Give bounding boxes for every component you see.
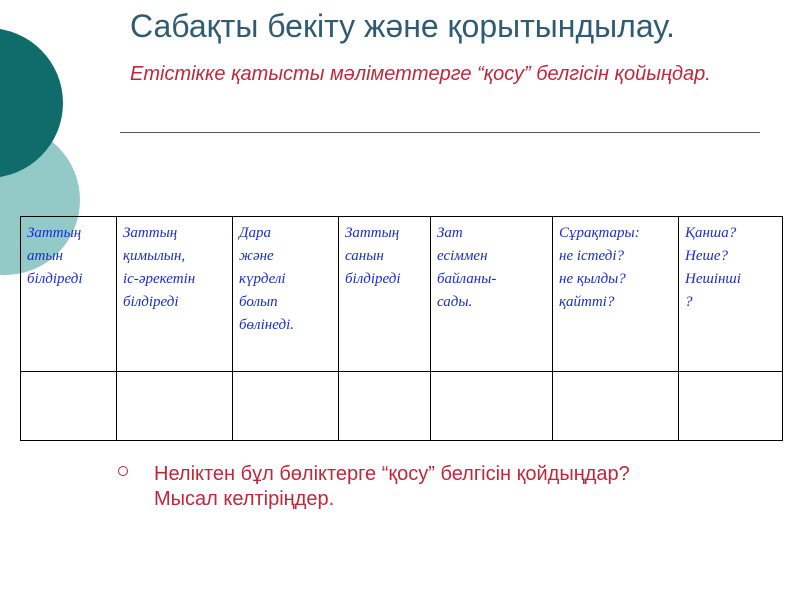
answer-cell[interactable] (339, 372, 431, 441)
cell-line: Заттың (345, 225, 400, 241)
verb-properties-table (20, 216, 783, 441)
answer-cell[interactable] (431, 372, 553, 441)
cell-line: Дара (239, 225, 272, 241)
answer-cell[interactable] (233, 372, 339, 441)
cell-line: байланы- (437, 271, 497, 287)
circle-bullet-icon (118, 466, 128, 476)
table-header-row (21, 217, 783, 372)
table-answer-row (21, 372, 783, 441)
slide-title: Сабақты бекіту және қорытындылау. (130, 8, 675, 44)
table-cell[interactable] (431, 217, 553, 372)
cell-line: күрделі (239, 271, 286, 287)
answer-cell[interactable] (21, 372, 117, 441)
cell-line: Заттың (123, 225, 178, 241)
cell-line: есіммен (437, 248, 488, 264)
cell-line: сады. (437, 294, 473, 310)
cell-line: Зат (437, 225, 463, 241)
slide-subtitle: Етістікке қатысты мәліметтерге “қосу” белгісін қойыңдар. (130, 63, 711, 85)
table-cell[interactable] (679, 217, 783, 372)
table-cell[interactable] (21, 217, 117, 372)
cell-line: Заттың (27, 225, 82, 241)
cell-line: атын (27, 248, 63, 264)
table-cell[interactable] (233, 217, 339, 372)
cell-line: санын (345, 248, 384, 264)
cell-line: білдіреді (123, 294, 179, 310)
cell-line: қайтті? (559, 294, 615, 310)
cell-line: ? (685, 294, 693, 310)
cell-line: Қанша? (685, 225, 737, 241)
cell-line: не істеді? (559, 248, 625, 264)
answer-cell[interactable] (553, 372, 679, 441)
bullet-point (118, 462, 688, 512)
cell-line: іс-әрекетін (123, 271, 196, 287)
cell-line: бөлінеді. (239, 317, 294, 333)
cell-line: Нешінші (685, 271, 741, 287)
cell-line: Неше? (685, 248, 728, 264)
cell-line: және (239, 248, 274, 264)
cell-line: не қылды? (559, 271, 626, 287)
table-cell[interactable] (339, 217, 431, 372)
cell-line: білдіреді (345, 271, 401, 287)
answer-cell[interactable] (117, 372, 233, 441)
bullet-text: Неліктен бұл бөліктерге “қосу” белгісін қойдыңдар? Мысал келтіріңдер. (154, 463, 630, 510)
table-cell[interactable] (117, 217, 233, 372)
table-cell[interactable] (553, 217, 679, 372)
answer-cell[interactable] (679, 372, 783, 441)
title-divider (120, 132, 760, 133)
cell-line: болып (239, 294, 278, 310)
cell-line: қимылын, (123, 248, 186, 264)
cell-line: білдіреді (27, 271, 83, 287)
cell-line: Сұрақтары: (559, 225, 640, 241)
